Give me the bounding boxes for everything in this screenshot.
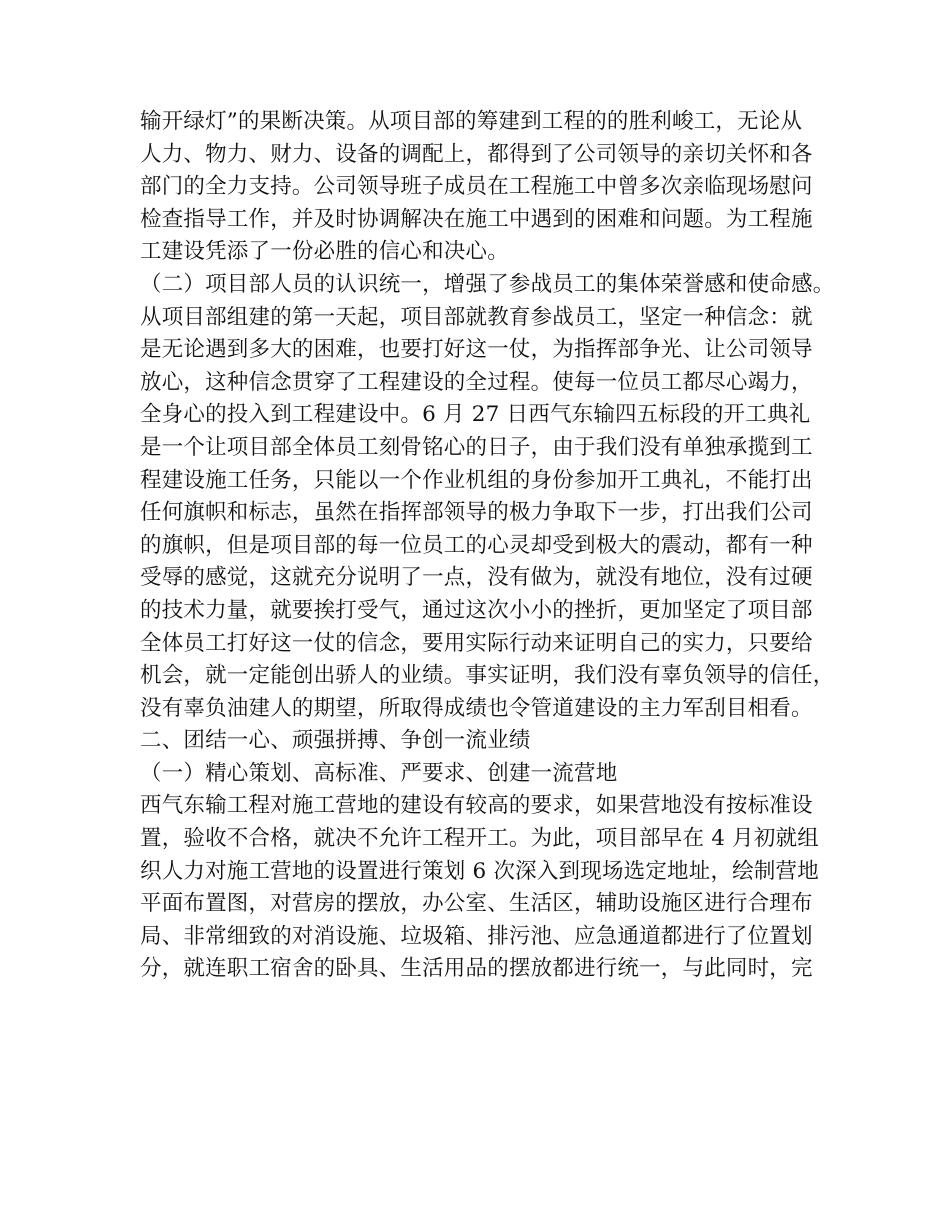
text-line: 检查指导工作，并及时协调解决在施工中遇到的困难和问题。为工程施 — [140, 206, 813, 232]
text-line: 局、非常细致的对消设施、垃圾箱、排污池、应急通道都进行了位置划 — [140, 923, 813, 949]
text-line: 人力、物力、财力、设备的调配上，都得到了公司领导的亲切关怀和各 — [140, 141, 813, 167]
text-line: 置，验收不合格，就决不允许工程开工。为此，项目部早在 4 月初就组 — [140, 826, 819, 852]
text-line: 全身心的投入到工程建设中。6 月 27 日西气东输四五标段的开工典礼 — [140, 402, 811, 428]
text-line: 全体员工打好这一仗的信念，要用实际行动来证明自己的实力，只要给 — [140, 630, 813, 656]
text-line: 程建设施工任务，只能以一个作业机组的身份参加开工典礼，不能打出 — [140, 467, 813, 493]
text-line: 输开绿灯”的果断决策。从项目部的筹建到工程的的胜利峻工，无论从 — [140, 109, 803, 134]
text-line: 从项目部组建的第一天起，项目部就教育参战员工，坚定一种信念：就 — [140, 304, 813, 330]
text-line: 机会，就一定能创出骄人的业绩。事实证明，我们没有辜负领导的信任， — [140, 663, 835, 689]
text-line: 平面布置图，对营房的摆放，办公室、生活区，辅助设施区进行合理布 — [140, 891, 813, 917]
text-line: 西气东输工程对施工营地的建设有较高的要求，如果营地没有按标准设 — [140, 793, 813, 819]
text-line: 织人力对施工营地的设置进行策划 6 次深入到现场选定地址，绘制营地 — [140, 858, 819, 884]
subsection-heading: （一）精心策划、高标准、严要求、创建一流营地 — [140, 760, 618, 786]
text-line: 放心，这种信念贯穿了工程建设的全过程。使每一位员工都尽心竭力， — [140, 369, 813, 395]
text-line: 没有辜负油建人的期望，所取得成绩也令管道建设的主力军刮目相看。 — [140, 695, 813, 721]
body-text — [140, 106, 840, 986]
text-line: 工建设凭添了一份必胜的信心和决心。 — [140, 239, 509, 265]
text-line: 任何旗帜和标志，虽然在指挥部领导的极力争取下一步，打出我们公司 — [140, 500, 813, 526]
section-heading: （二）项目部人员的认识统一，增强了参战员工的集体荣誉感和使命感。 — [140, 271, 835, 297]
text-line: 分，就连职工宿舍的卧具、生活用品的摆放都进行统一，与此同时，完 — [140, 956, 813, 982]
text-line: 的旗帜，但是项目部的每一位员工的心灵却受到极大的震动，都有一种 — [140, 532, 813, 558]
text-line: 的技术力量，就要挨打受气，通过这次小小的挫折，更加坚定了项目部 — [140, 597, 813, 623]
text-line: 是一个让项目部全体员工刻骨铭心的日子，由于我们没有单独承揽到工 — [140, 434, 813, 460]
text-line: 受辱的感觉，这就充分说明了一点，没有做为，就没有地位，没有过硬 — [140, 565, 813, 591]
section-heading: 二、团结一心、顽强拼搏、争创一流业绩 — [140, 728, 531, 754]
text-line: 是无论遇到多大的困难，也要打好这一仗，为指挥部争光、让公司领导 — [140, 337, 813, 363]
text-line: 部门的全力支持。公司领导班子成员在工程施工中曾多次亲临现场慰问 — [140, 174, 813, 200]
